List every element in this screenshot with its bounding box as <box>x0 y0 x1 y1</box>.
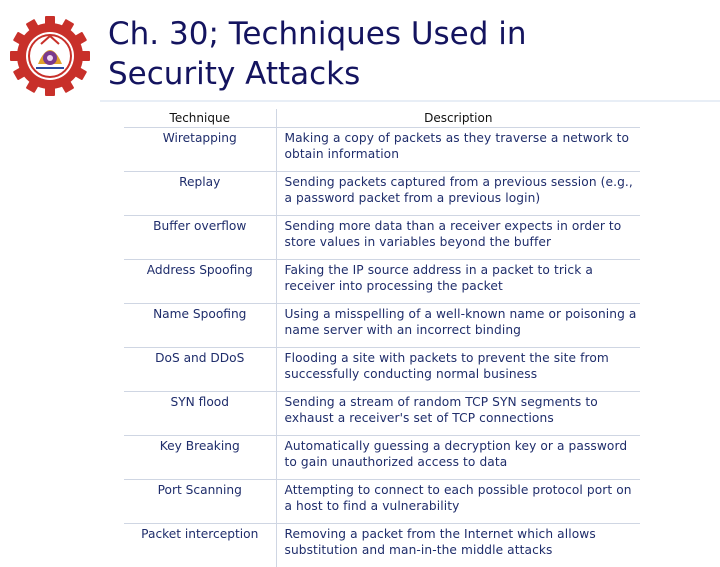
title-divider <box>100 100 720 102</box>
attack-techniques-table <box>124 109 640 567</box>
table-row <box>124 304 640 348</box>
attack-techniques-table-container <box>124 109 640 539</box>
description-cell: Sending a stream of random TCP SYN segments to exhaust a receiver's set of TCP connections <box>276 392 640 436</box>
table-row <box>124 480 640 524</box>
description-cell: Attempting to connect to each possible protocol port on a host to find a vulnerability <box>276 480 640 524</box>
technique-cell: Packet interception <box>124 524 276 567</box>
technique-cell: Buffer overflow <box>124 216 276 260</box>
description-cell: Making a copy of packets as they traverse a network to obtain information <box>276 128 640 172</box>
description-cell: Automatically guessing a decryption key or a password to gain unauthorized access to data <box>276 436 640 480</box>
table-row <box>124 524 640 567</box>
slide-title-line-2: Security Attacks <box>108 54 708 94</box>
table-header-row <box>124 109 640 128</box>
technique-cell: Wiretapping <box>124 128 276 172</box>
table-row <box>124 128 640 172</box>
description-cell: Using a misspelling of a well-known name or poisoning a name server with an incorrect binding <box>276 304 640 348</box>
technique-cell: SYN flood <box>124 392 276 436</box>
technique-cell: Replay <box>124 172 276 216</box>
table-row <box>124 260 640 304</box>
technique-cell: DoS and DDoS <box>124 348 276 392</box>
header-description: Description <box>276 109 640 128</box>
technique-cell: Key Breaking <box>124 436 276 480</box>
description-cell: Removing a packet from the Internet which allows substitution and man-in-the middle attacks <box>276 524 640 567</box>
header-technique: Technique <box>124 109 276 128</box>
description-cell: Sending packets captured from a previous session (e.g., a password packet from a previous login) <box>276 172 640 216</box>
technique-cell: Name Spoofing <box>124 304 276 348</box>
description-cell: Faking the IP source address in a packet to trick a receiver into processing the packet <box>276 260 640 304</box>
table-row <box>124 172 640 216</box>
description-cell: Sending more data than a receiver expects in order to store values in variables beyond the buffer <box>276 216 640 260</box>
technique-cell: Address Spoofing <box>124 260 276 304</box>
table-row <box>124 436 640 480</box>
university-gear-seal-icon <box>8 14 92 98</box>
technique-cell: Port Scanning <box>124 480 276 524</box>
table-row <box>124 216 640 260</box>
table-row <box>124 348 640 392</box>
table-row <box>124 392 640 436</box>
slide-title-line-1: Ch. 30; Techniques Used in <box>108 14 708 54</box>
description-cell: Flooding a site with packets to prevent the site from successfully conducting normal business <box>276 348 640 392</box>
slide-title <box>108 14 708 94</box>
